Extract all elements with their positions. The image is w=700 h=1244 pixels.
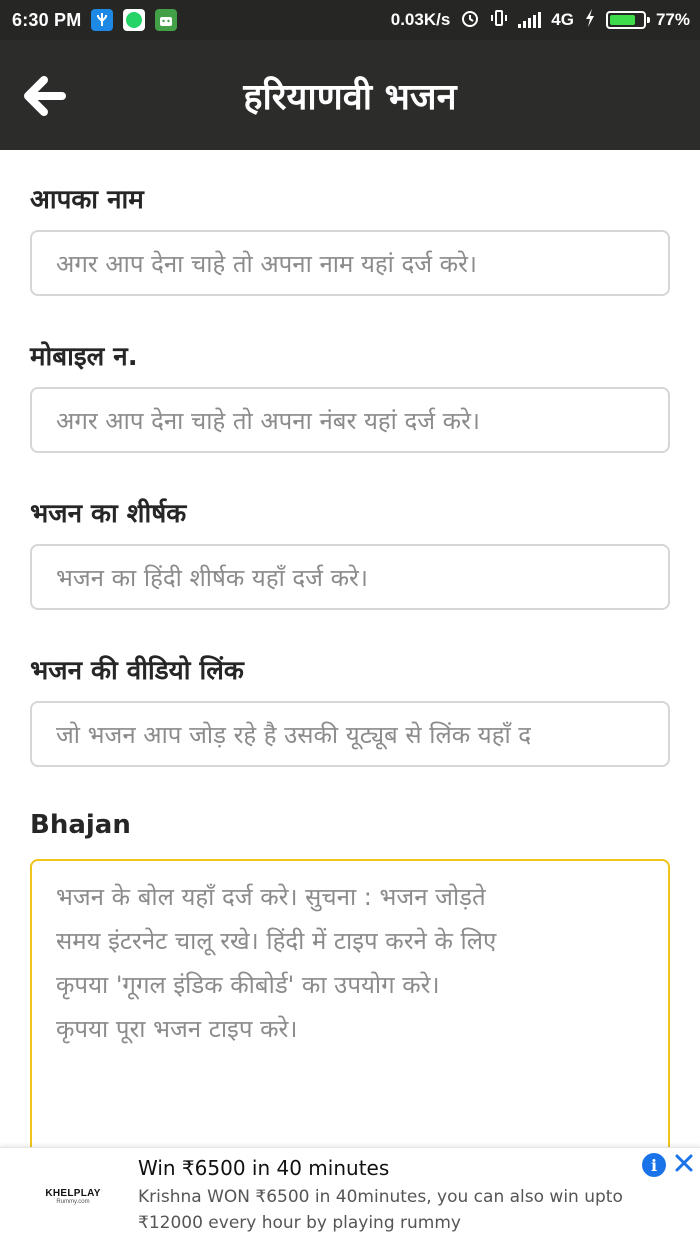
bhajan-lyrics-placeholder: भजन के बोल यहाँ दर्ज करे। सुचना : भजन जोड़ते समय इंटरनेट चालू रखे। हिंदी में टाइप करने के लिए कृपया 'गूगल इंडिक कीबोर्ड' का उपयोग करे। कृपया पूरा भजन टाइप करे। (56, 883, 497, 1043)
alarm-icon (460, 8, 480, 33)
video-link-placeholder: जो भजन आप जोड़ रहे है उसकी यूट्यूब से लिंक यहाँ द (56, 720, 532, 749)
signal-icon (518, 12, 541, 28)
whatsapp-icon (123, 9, 145, 31)
mobile-label: मोबाइल न. (30, 342, 138, 372)
page-title: हरियाणवी भजन (243, 76, 457, 118)
close-icon[interactable] (672, 1151, 696, 1175)
vibrate-icon (490, 9, 508, 32)
video-link-input[interactable] (30, 701, 670, 767)
bhajan-title-label: भजन का शीर्षक (30, 499, 187, 529)
mobile-input-placeholder: अगर आप देना चाहे तो अपना नंबर यहां दर्ज करे। (56, 406, 480, 435)
info-icon[interactable]: i (642, 1153, 666, 1177)
charging-icon (584, 8, 596, 33)
name-input-placeholder: अगर आप देना चाहे तो अपना नाम यहां दर्ज करे। (56, 249, 478, 278)
back-button[interactable] (20, 72, 68, 120)
name-label: आपका नाम (30, 185, 144, 215)
bhajan-title-placeholder: भजन का हिंदी शीर्षक यहाँ दर्ज करे। (56, 563, 368, 592)
mobile-input[interactable] (30, 387, 670, 453)
ad-logo-brand: KHELPLAY (45, 1187, 101, 1199)
app-header (0, 40, 700, 150)
battery-icon (606, 11, 646, 29)
status-time: 6:30 PM (12, 9, 82, 30)
ad-logo-sub: Rummy.com (56, 1198, 90, 1205)
ad-title[interactable]: Win ₹6500 in 40 minutes (138, 1156, 390, 1180)
ad-logo (30, 1184, 116, 1208)
network-speed: 0.03K/s (390, 10, 451, 29)
bhajan-lyrics-label: Bhajan (30, 810, 131, 840)
status-bar (0, 0, 700, 40)
android-icon (155, 9, 177, 31)
bhajan-lyrics-textarea[interactable] (30, 859, 670, 1159)
ad-body[interactable]: Krishna WON ₹6500 in 40minutes, you can also win upto ₹12000 every hour by playing rummy (138, 1187, 623, 1233)
video-link-label: भजन की वीडियो लिंक (30, 656, 244, 686)
battery-fill (610, 15, 635, 25)
network-type: 4G (551, 10, 574, 29)
ad-banner[interactable] (0, 1147, 700, 1244)
name-input[interactable] (30, 230, 670, 296)
arrow-left-icon (22, 76, 66, 116)
battery-percent: 77% (655, 10, 690, 29)
bhajan-title-input[interactable] (30, 544, 670, 610)
usb-icon (91, 9, 113, 31)
